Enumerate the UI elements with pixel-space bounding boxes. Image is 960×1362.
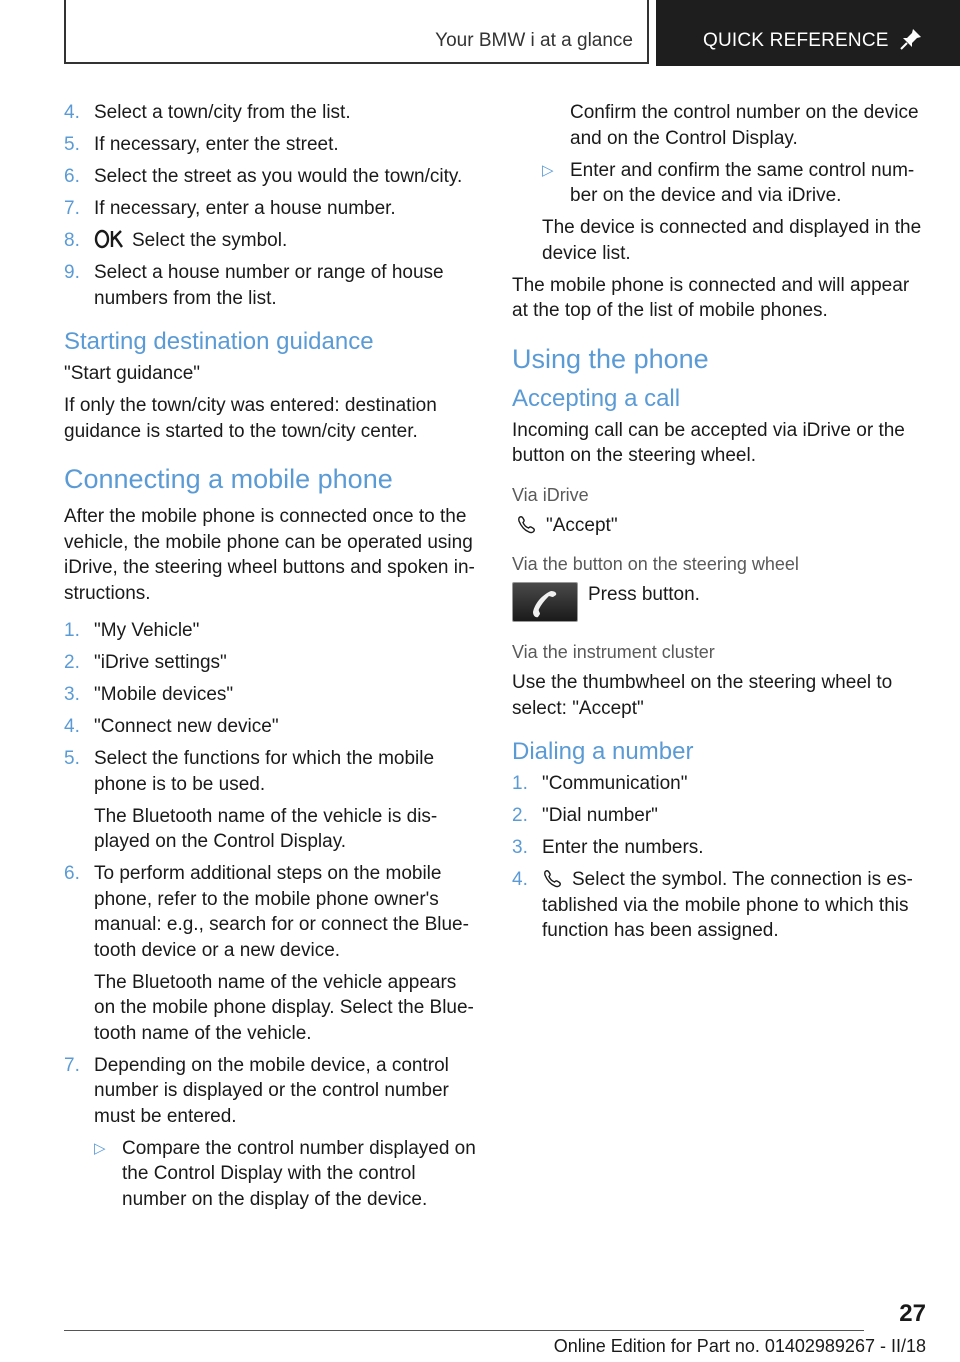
- command-start-guidance: "Start guidance": [64, 363, 201, 384]
- subheading-via-idrive: Via iDrive: [512, 484, 589, 505]
- phone-icon: [542, 868, 564, 888]
- step-note: The Bluetooth name of the vehicle is dis-played on the Control Display.: [94, 805, 438, 852]
- list-item: 6. Select the street as you would the town/city.: [64, 166, 463, 187]
- section-title: Your BMW i at a glance: [435, 30, 633, 51]
- paragraph: The device is connected and displayed in the device list.: [542, 217, 922, 264]
- list-item: 3. Enter the numbers.: [512, 837, 704, 858]
- bullet-continuation: Confirm the control number on the device and on the Control Display.: [570, 102, 919, 149]
- list-item: 4. Select a town/city from the list.: [64, 102, 351, 123]
- triangle-bullet-icon: ▷: [94, 1139, 106, 1157]
- pin-icon: [898, 26, 924, 52]
- subheading-via-button: Via the button on the steering wheel: [512, 554, 799, 574]
- heading-dialing-number: Dialing a number: [512, 738, 694, 765]
- paragraph: After the mobile phone is connected once to the vehicle, the mobile phone can be operated using iDrive, the steering wheel buttons and spoken in-structions.: [64, 506, 475, 604]
- bullet-item: ▷ Compare the control number displayed on the Control Display with the control number on the display of the device.: [94, 1137, 476, 1210]
- list-item: 6. To perform additional steps on the mobile phone, refer to the mobile phone owner's manual: e.g., search for or connect the Blue-tooth device or a new device.: [64, 863, 469, 961]
- heading-connecting-phone: Connecting a mobile phone: [64, 464, 393, 494]
- list-item: 2. "Dial number": [512, 805, 658, 826]
- chapter-title: QUICK REFERENCE: [703, 30, 889, 51]
- list-item: 9. Select a house number or range of house numbers from the list.: [64, 262, 444, 309]
- heading-accepting-call: Accepting a call: [512, 384, 681, 412]
- list-item: 8. Select the symbol.: [64, 230, 288, 251]
- page-number: 27: [899, 1300, 926, 1327]
- triangle-bullet-icon: ▷: [542, 161, 554, 179]
- bullet-item: ▷ Enter and confirm the same control num-ber on the device and via iDrive.: [542, 159, 915, 206]
- ok-icon: [94, 229, 124, 249]
- right-column: [512, 100, 928, 950]
- subheading-via-cluster: Via the instrument cluster: [512, 642, 715, 662]
- footer-divider: [64, 1330, 864, 1331]
- paragraph: If only the town/city was entered: destination guidance is started to the town/city center.: [64, 395, 437, 442]
- left-column: [64, 100, 480, 1219]
- paragraph: Use the thumbwheel on the steering wheel to select: "Accept": [512, 672, 893, 719]
- press-button-row: Press button.: [512, 582, 928, 626]
- header-section-box: [64, 0, 649, 64]
- step-note: The Bluetooth name of the vehicle appears on the mobile phone display. Select the Blue-tooth name of the vehicle.: [94, 971, 474, 1044]
- list-item: 1. "My Vehicle": [64, 620, 200, 641]
- heading-using-phone: Using the phone: [512, 343, 709, 374]
- footer-edition: Online Edition for Part no. 01402989267 - II/18: [553, 1336, 926, 1356]
- steering-wheel-phone-button: [512, 582, 578, 622]
- accept-command: "Accept": [512, 513, 928, 539]
- header-chapter-box: [656, 0, 960, 66]
- paragraph: The mobile phone is connected and will appear at the top of the list of mobile phones.: [512, 274, 910, 321]
- list-item: 1. "Communication": [512, 773, 688, 794]
- list-item: 5. If necessary, enter the street.: [64, 134, 339, 155]
- heading-start-guidance: Starting destination guidance: [64, 328, 374, 355]
- list-item: 7. Depending on the mobile device, a control number is displayed or the control number must be entered.: [64, 1054, 449, 1127]
- list-item: 2. "iDrive settings": [64, 652, 227, 673]
- paragraph: Incoming call can be accepted via iDrive or the button on the steering wheel.: [512, 419, 905, 466]
- list-item: 4. "Connect new device": [64, 716, 279, 737]
- phone-icon: [516, 514, 538, 534]
- list-item: 3. "Mobile devices": [64, 684, 234, 705]
- list-item: 4. Select the symbol. The connection is es-tablished via the mobile phone to which this function has been assigned.: [512, 869, 913, 941]
- list-item: 5. Select the functions for which the mobile phone is to be used.: [64, 748, 435, 795]
- list-item: 7. If necessary, enter a house number.: [64, 198, 396, 219]
